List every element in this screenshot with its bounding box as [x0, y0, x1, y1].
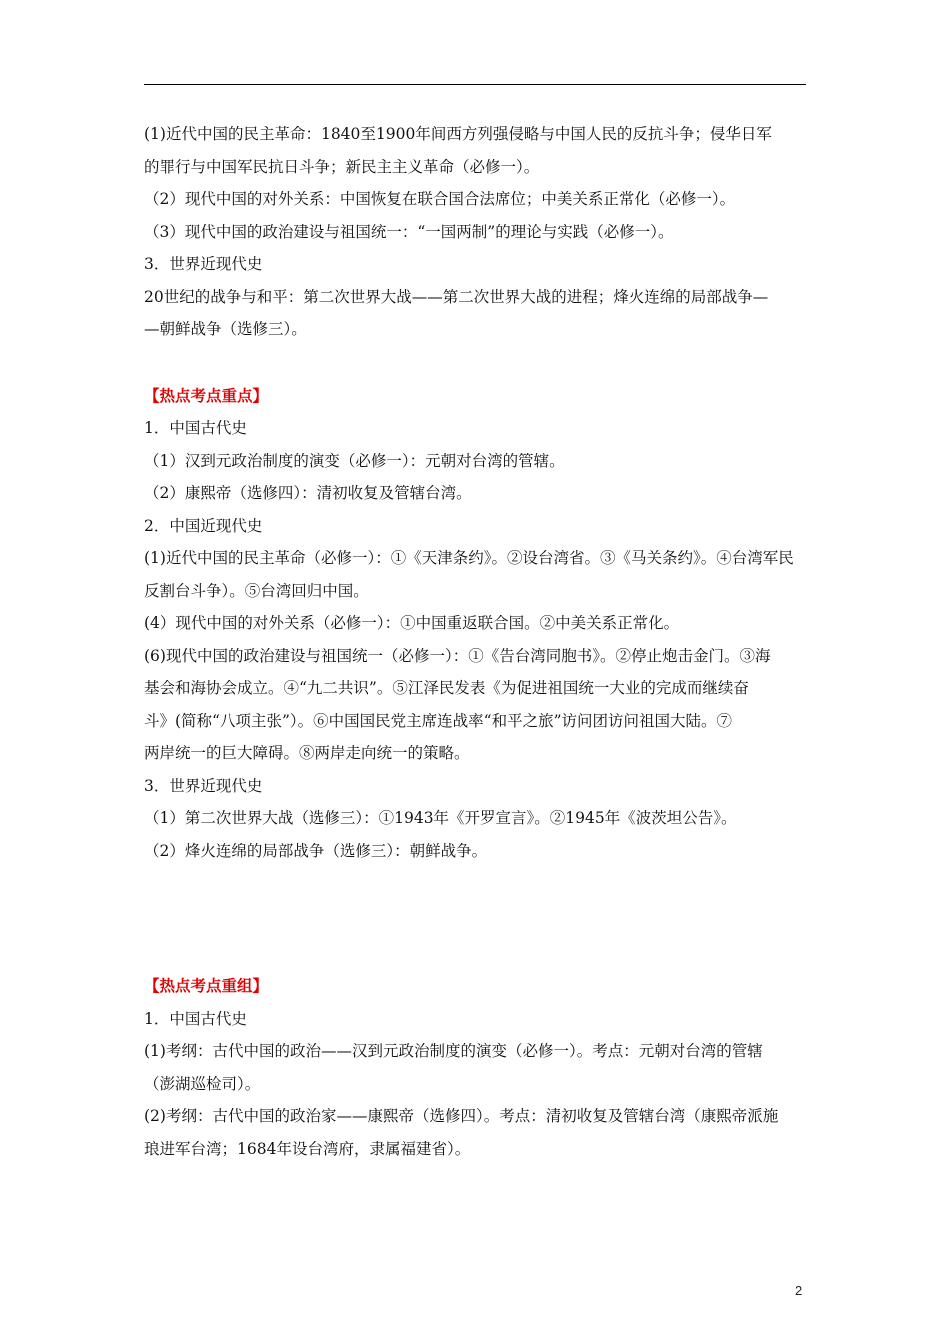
paragraph-line: 琅进军台湾；1684年设台湾府，隶属福建省）。 [144, 1139, 471, 1158]
paragraph-line: （2）现代中国的对外关系：中国恢复在联合国合法席位；中美关系正常化（必修一）。 [144, 190, 736, 208]
section-subheading: 2．中国近现代史 [144, 516, 263, 535]
paragraph-line: 基会和海协会成立。④“九二共识”。⑤江泽民发表《为促进祖国统一大业的完成而继续奋 [144, 679, 749, 697]
section-subheading: 3．世界近现代史 [144, 776, 263, 795]
hot-topics-regroup-heading: 【热点考点重组】 [144, 976, 269, 995]
paragraph-line: (4）现代中国的对外关系（必修一）：①中国重返联合国。②中美关系正常化。 [144, 614, 680, 632]
paragraph-line: （2）康熙帝（选修四）：清初收复及管辖台湾。 [144, 484, 472, 502]
paragraph-line: 的罪行与中国军民抗日斗争；新民主主义革命（必修一）。 [144, 157, 540, 176]
section-subheading: 3．世界近现代史 [144, 255, 263, 273]
paragraph-line: 20世纪的战争与和平：第二次世界大战——第二次世界大战的进程；烽火连绵的局部战争— [144, 287, 769, 306]
document-body [144, 118, 808, 1165]
paragraph-line: (6)现代中国的政治建设与祖国统一（必修一）：①《告台湾同胞书》。②停止炮击金门。③海 [144, 646, 771, 665]
hot-topics-key-heading: 【热点考点重点】 [144, 385, 269, 405]
section-subheading: 1．中国古代史 [144, 1009, 247, 1028]
paragraph-line: (1)考纲：古代中国的政治——汉到元政治制度的演变（必修一）。考点：元朝对台湾的管辖 [144, 1042, 763, 1060]
spacer [144, 867, 808, 970]
page-number: 2 [795, 1283, 803, 1298]
paragraph-line: （2）烽火连绵的局部战争（选修三）：朝鲜战争。 [144, 841, 488, 860]
paragraph-line: （澎湖巡检司）。 [144, 1074, 261, 1093]
paragraph-line: （1）汉到元政治制度的演变（必修一）：元朝对台湾的管辖。 [144, 451, 565, 470]
section-subheading: 1．中国古代史 [144, 419, 247, 437]
paragraph-line: 反割台斗争）。⑤台湾回归中国。 [144, 581, 369, 600]
paragraph-line: —朝鲜战争（选修三）。 [144, 320, 307, 338]
paragraph-line: 两岸统一的巨大障碍。⑧两岸走向统一的策略。 [144, 744, 470, 762]
paragraph-line: (2)考纲：古代中国的政治家——康熙帝（选修四）。考点：清初收复及管辖台湾（康熙帝派施 [144, 1107, 779, 1125]
paragraph-line: （3）现代中国的政治建设与祖国统一：“一国两制”的理论与实践（必修一）。 [144, 222, 674, 241]
paragraph-line: 斗》(简称“八项主张”）。⑥中国国民党主席连战率“和平之旅”访问团访问祖国大陆。⑦ [144, 711, 732, 730]
paragraph-line: (1)近代中国的民主革命：1840至1900年间西方列强侵略与中国人民的反抗斗争；侵华日军 [144, 125, 772, 143]
paragraph-line: （1）第二次世界大战（选修三）：①1943年《开罗宣言》。②1945年《波茨坦公告》。 [144, 809, 737, 827]
spacer [144, 346, 808, 380]
header-rule [144, 84, 806, 85]
paragraph-line: (1)近代中国的民主革命（必修一）：①《天津条约》。②设台湾省。③《马关条约》。④台湾军民 [144, 549, 794, 567]
